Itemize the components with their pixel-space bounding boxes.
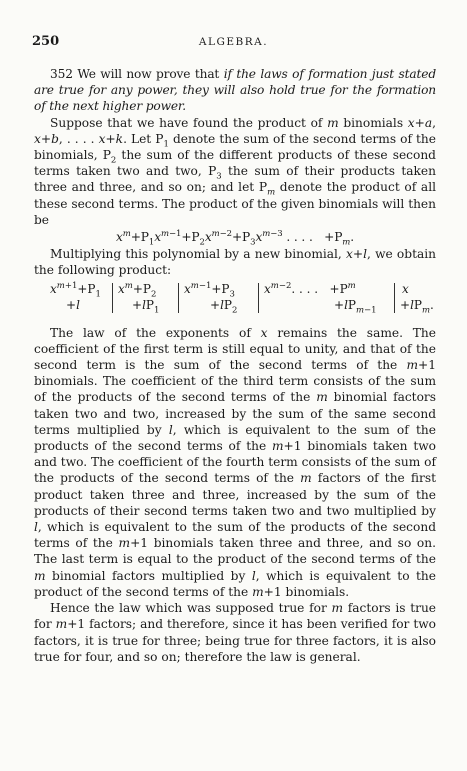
product-term-5-l: $+lP_m$. — [400, 297, 434, 316]
paragraph-suppose: Suppose that we have found the product of m binomials x+a, x+b, . . . . x+k. Let $P_1$ denote the sum of the second terms of the binomials, $P_2$ the sum of the different products of these second terms taken two and two, $P_3$ the sum of their products taken three and three, and so on; and let $P_m$ denote the product of all these second terms. The product of the given binomials will then be — [34, 115, 436, 227]
product-term-5: x — [402, 281, 409, 296]
page-header — [32, 34, 435, 50]
product-term-3-l: $+lP_2$ — [210, 297, 238, 316]
product-term-2: $x^m+P_2$ — [118, 280, 157, 300]
product-term-4: $x^{m-2}$. . . . $+P^m$ — [264, 280, 356, 296]
product-term-1-l: +l — [66, 297, 80, 312]
product-term-3: $x^{m-1}+P_3$ — [184, 280, 235, 300]
product-bar — [394, 283, 395, 313]
product-term-2-l: $+lP_1$ — [132, 297, 160, 316]
product-term-4-l: $+lP_{m-1}$ — [334, 297, 377, 316]
product-bar — [258, 283, 259, 313]
running-head: ALGEBRA. — [198, 36, 269, 48]
product-bar — [178, 283, 179, 313]
page-body — [34, 66, 436, 665]
formula-product-m: $x^m+P_1x^{m-1}+P_2x^{m-2}+P_3x^{m-3}$ . . . . $+P_m$. — [115, 228, 355, 248]
page-number: 250 — [32, 34, 60, 49]
paragraph-hence: Hence the law which was supposed true for m factors is true for m+1 factors; and therefore, since it has been verified for two factors, it is true for three; being true for three factors, it is also true for four, and so on; therefore the law is general. — [34, 601, 437, 664]
formula-product-m-plus-1 — [34, 281, 436, 321]
product-term-1: $x^{m+1}+P_1$ — [50, 280, 101, 300]
product-bar — [112, 283, 113, 313]
paragraph-352: 352 We will now prove that if the laws of formation just stated are true for any power, they will also hold true for the formation of the next higher power. — [34, 67, 436, 114]
paragraph-law-of-exponents: The law of the exponents of x remains the same. The coefficient of the first term is still equal to unity, and that of the second term is the sum of the second terms of the m+1 binomials. The coefficient of the third term consists of the sum of the products of the second terms of the m binomial factors taken two and two, increased by the sum of the same second terms multiplied by l, which is equivalent to the sum of the products of the second terms of the m+1 binomials taken two and two. The coefficient of the fourth term consists of the sum of the products of the second terms of the m factors of the first product taken three and three, increased by the sum of the products of their second terms taken two and two multiplied by l, which is equivalent to the sum of the products of the second terms of the m+1 binomials taken three and three, and so on. The last term is equal to the product of the second terms of the m binomial factors multiplied by l, which is equivalent to the product of the second terms of the m+1 binomials. — [34, 325, 437, 599]
paragraph-multiplying: Multiplying this polynomial by a new binomial, x+l, we obtain the following product: — [34, 247, 436, 278]
